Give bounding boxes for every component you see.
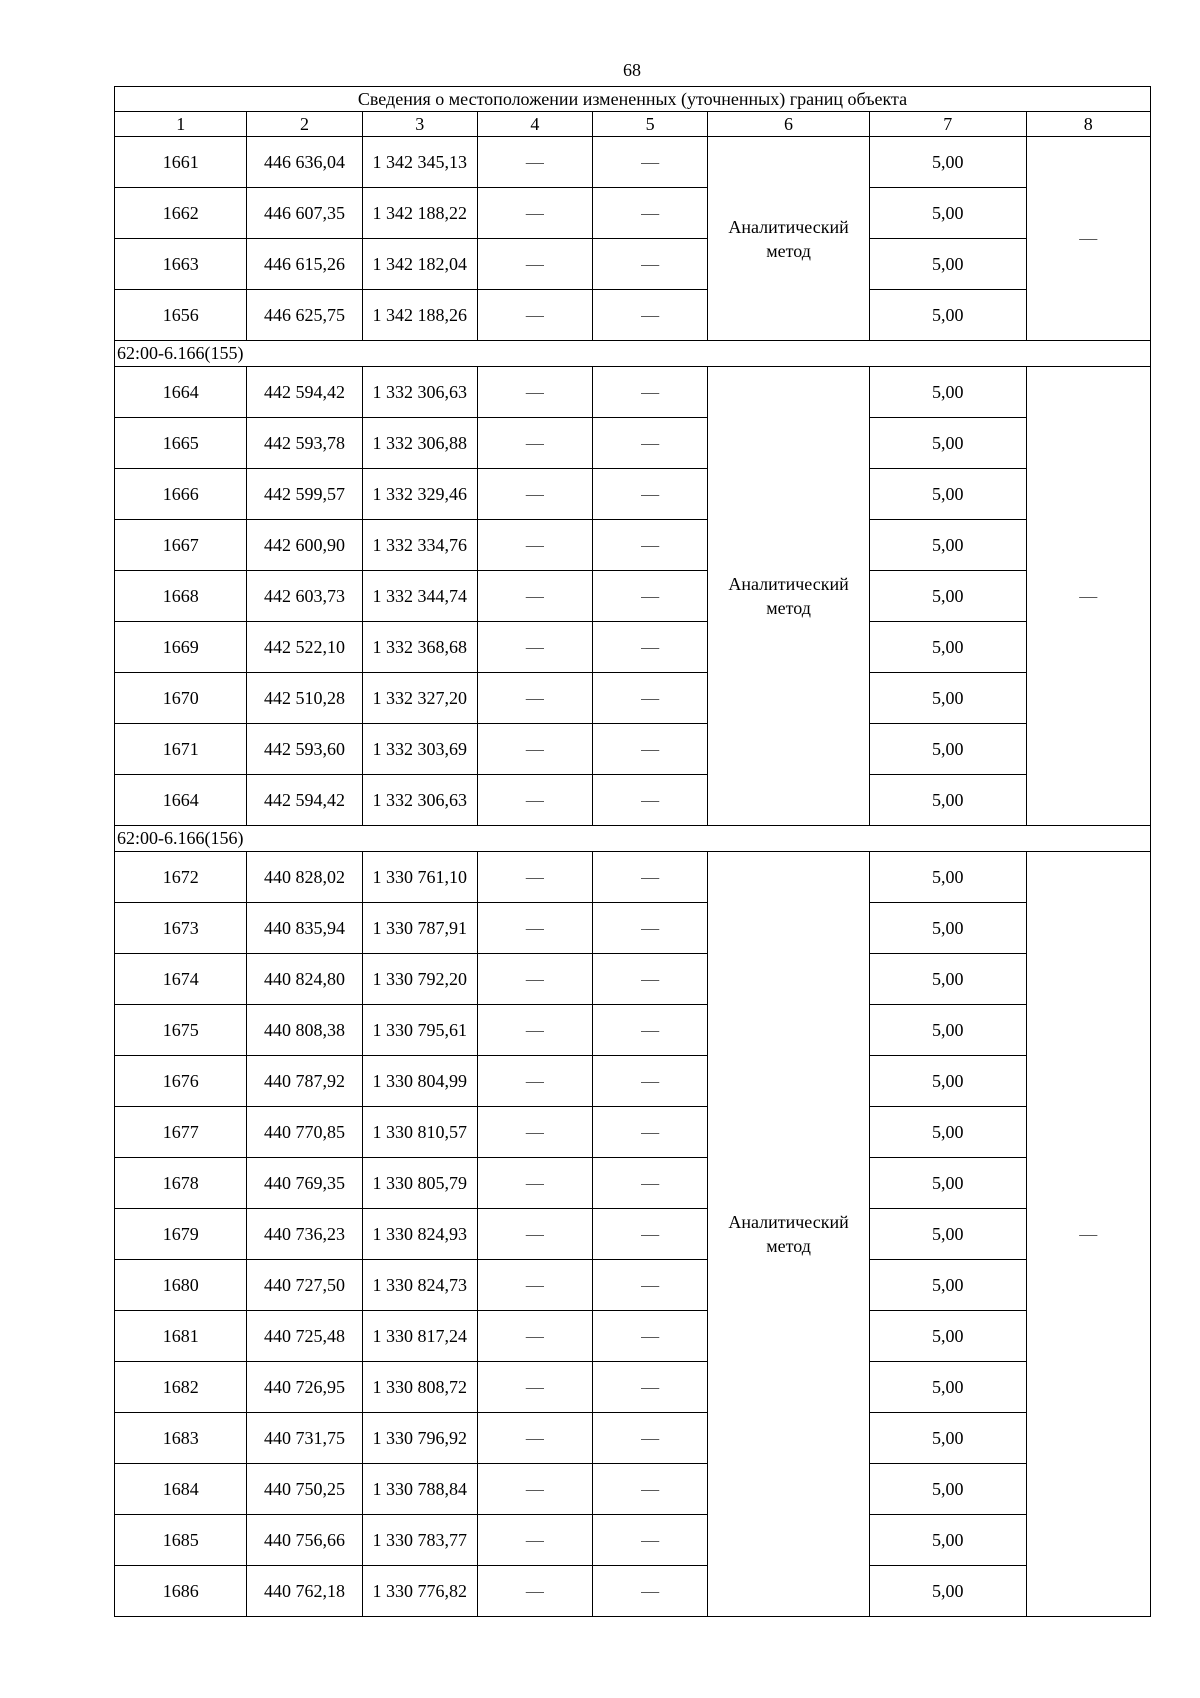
- point-number: 1684: [115, 1464, 247, 1515]
- method-cell: [708, 367, 870, 826]
- column-5-value: —: [593, 367, 708, 418]
- table-row: [115, 1566, 1151, 1617]
- page-number: 68: [623, 60, 641, 80]
- x-coordinate: 440 769,35: [247, 1158, 362, 1209]
- column-4-value: —: [477, 418, 592, 469]
- column-4-value: —: [477, 290, 592, 341]
- table-title-row: [115, 87, 1151, 112]
- y-coordinate: 1 330 787,91: [362, 903, 477, 954]
- x-coordinate: 442 522,10: [247, 622, 362, 673]
- point-number: 1683: [115, 1413, 247, 1464]
- table-row: [115, 1005, 1151, 1056]
- y-coordinate: 1 332 306,63: [362, 775, 477, 826]
- accuracy-value: 5,00: [869, 188, 1026, 239]
- x-coordinate: 442 510,28: [247, 673, 362, 724]
- y-coordinate: 1 330 788,84: [362, 1464, 477, 1515]
- y-coordinate: 1 332 334,76: [362, 520, 477, 571]
- method-line: Аналитический: [728, 1212, 849, 1232]
- accuracy-value: 5,00: [869, 903, 1026, 954]
- accuracy-value: 5,00: [869, 1005, 1026, 1056]
- column-4-value: —: [477, 1464, 592, 1515]
- column-8-value: —: [1026, 852, 1150, 1617]
- column-5-value: —: [593, 418, 708, 469]
- point-number: 1679: [115, 1209, 247, 1260]
- column-4-value: —: [477, 1362, 592, 1413]
- accuracy-value: 5,00: [869, 1311, 1026, 1362]
- table-row: [115, 1107, 1151, 1158]
- point-number: 1678: [115, 1158, 247, 1209]
- column-5-value: —: [593, 137, 708, 188]
- boundary-coordinates-table: [114, 86, 1151, 1617]
- accuracy-value: 5,00: [869, 954, 1026, 1005]
- table-title: Сведения о местоположении измененных (уточненных) границ объекта: [115, 87, 1151, 112]
- x-coordinate: 440 824,80: [247, 954, 362, 1005]
- x-coordinate: 442 599,57: [247, 469, 362, 520]
- accuracy-value: 5,00: [869, 469, 1026, 520]
- column-5-value: —: [593, 239, 708, 290]
- x-coordinate: 442 603,73: [247, 571, 362, 622]
- table-row: [115, 520, 1151, 571]
- column-number: 4: [477, 112, 592, 137]
- x-coordinate: 440 756,66: [247, 1515, 362, 1566]
- table-row: [115, 852, 1151, 903]
- x-coordinate: 440 726,95: [247, 1362, 362, 1413]
- table-row: [115, 1209, 1151, 1260]
- column-5-value: —: [593, 1056, 708, 1107]
- parcel-section-row: [115, 341, 1151, 367]
- column-4-value: —: [477, 852, 592, 903]
- y-coordinate: 1 332 344,74: [362, 571, 477, 622]
- table-row: [115, 1464, 1151, 1515]
- point-number: 1661: [115, 137, 247, 188]
- column-number: 2: [247, 112, 362, 137]
- y-coordinate: 1 330 804,99: [362, 1056, 477, 1107]
- column-5-value: —: [593, 1311, 708, 1362]
- column-number: 1: [115, 112, 247, 137]
- y-coordinate: 1 330 810,57: [362, 1107, 477, 1158]
- column-4-value: —: [477, 1311, 592, 1362]
- accuracy-value: 5,00: [869, 1464, 1026, 1515]
- x-coordinate: 440 750,25: [247, 1464, 362, 1515]
- x-coordinate: 442 594,42: [247, 775, 362, 826]
- column-4-value: —: [477, 367, 592, 418]
- point-number: 1680: [115, 1260, 247, 1311]
- x-coordinate: 442 600,90: [247, 520, 362, 571]
- method-line: метод: [766, 240, 811, 261]
- table-row: [115, 188, 1151, 239]
- column-4-value: —: [477, 954, 592, 1005]
- table-row: [115, 775, 1151, 826]
- y-coordinate: 1 330 805,79: [362, 1158, 477, 1209]
- accuracy-value: 5,00: [869, 673, 1026, 724]
- point-number: 1686: [115, 1566, 247, 1617]
- point-number: 1676: [115, 1056, 247, 1107]
- x-coordinate: 446 636,04: [247, 137, 362, 188]
- column-4-value: —: [477, 1515, 592, 1566]
- column-4-value: —: [477, 724, 592, 775]
- table-row: [115, 1158, 1151, 1209]
- column-number-row: [115, 112, 1151, 137]
- y-coordinate: 1 330 776,82: [362, 1566, 477, 1617]
- accuracy-value: 5,00: [869, 775, 1026, 826]
- table-row: [115, 622, 1151, 673]
- accuracy-value: 5,00: [869, 1566, 1026, 1617]
- column-5-value: —: [593, 1209, 708, 1260]
- x-coordinate: 440 787,92: [247, 1056, 362, 1107]
- y-coordinate: 1 330 795,61: [362, 1005, 477, 1056]
- point-number: 1664: [115, 367, 247, 418]
- point-number: 1664: [115, 775, 247, 826]
- accuracy-value: 5,00: [869, 1362, 1026, 1413]
- column-5-value: —: [593, 673, 708, 724]
- y-coordinate: 1 332 306,88: [362, 418, 477, 469]
- accuracy-value: 5,00: [869, 367, 1026, 418]
- table-row: [115, 1056, 1151, 1107]
- x-coordinate: 440 808,38: [247, 1005, 362, 1056]
- column-5-value: —: [593, 520, 708, 571]
- column-4-value: —: [477, 1413, 592, 1464]
- column-5-value: —: [593, 1005, 708, 1056]
- table-row: [115, 367, 1151, 418]
- table-row: [115, 239, 1151, 290]
- table-row: [115, 1413, 1151, 1464]
- column-5-value: —: [593, 469, 708, 520]
- y-coordinate: 1 332 306,63: [362, 367, 477, 418]
- x-coordinate: 440 770,85: [247, 1107, 362, 1158]
- point-number: 1682: [115, 1362, 247, 1413]
- point-number: 1685: [115, 1515, 247, 1566]
- column-5-value: —: [593, 1260, 708, 1311]
- point-number: 1656: [115, 290, 247, 341]
- column-4-value: —: [477, 469, 592, 520]
- accuracy-value: 5,00: [869, 622, 1026, 673]
- x-coordinate: 442 594,42: [247, 367, 362, 418]
- column-4-value: —: [477, 520, 592, 571]
- y-coordinate: 1 330 824,93: [362, 1209, 477, 1260]
- point-number: 1666: [115, 469, 247, 520]
- column-5-value: —: [593, 290, 708, 341]
- x-coordinate: 442 593,78: [247, 418, 362, 469]
- table-row: [115, 1515, 1151, 1566]
- table-row: [115, 418, 1151, 469]
- x-coordinate: 440 835,94: [247, 903, 362, 954]
- column-5-value: —: [593, 1413, 708, 1464]
- column-5-value: —: [593, 1362, 708, 1413]
- y-coordinate: 1 342 188,26: [362, 290, 477, 341]
- point-number: 1667: [115, 520, 247, 571]
- method-line: метод: [766, 1236, 811, 1256]
- accuracy-value: 5,00: [869, 1209, 1026, 1260]
- column-number: 7: [869, 112, 1026, 137]
- x-coordinate: 446 625,75: [247, 290, 362, 341]
- parcel-number: 62:00-6.166(156): [115, 826, 1151, 852]
- x-coordinate: 442 593,60: [247, 724, 362, 775]
- table-row: [115, 673, 1151, 724]
- point-number: 1677: [115, 1107, 247, 1158]
- x-coordinate: 440 727,50: [247, 1260, 362, 1311]
- y-coordinate: 1 330 796,92: [362, 1413, 477, 1464]
- y-coordinate: 1 330 783,77: [362, 1515, 477, 1566]
- x-coordinate: 440 731,75: [247, 1413, 362, 1464]
- y-coordinate: 1 330 824,73: [362, 1260, 477, 1311]
- column-5-value: —: [593, 903, 708, 954]
- x-coordinate: 446 615,26: [247, 239, 362, 290]
- table-row: [115, 137, 1151, 188]
- point-number: 1673: [115, 903, 247, 954]
- parcel-section-row: [115, 826, 1151, 852]
- column-4-value: —: [477, 1005, 592, 1056]
- column-4-value: —: [477, 622, 592, 673]
- method-line: Аналитический: [728, 574, 849, 594]
- point-number: 1669: [115, 622, 247, 673]
- column-5-value: —: [593, 1566, 708, 1617]
- column-number: 5: [593, 112, 708, 137]
- point-number: 1662: [115, 188, 247, 239]
- parcel-number: 62:00-6.166(155): [115, 341, 1151, 367]
- accuracy-value: 5,00: [869, 852, 1026, 903]
- column-5-value: —: [593, 724, 708, 775]
- column-4-value: —: [477, 1209, 592, 1260]
- point-number: 1671: [115, 724, 247, 775]
- column-4-value: —: [477, 137, 592, 188]
- y-coordinate: 1 342 188,22: [362, 188, 477, 239]
- column-4-value: —: [477, 775, 592, 826]
- column-5-value: —: [593, 622, 708, 673]
- x-coordinate: 446 607,35: [247, 188, 362, 239]
- column-5-value: —: [593, 954, 708, 1005]
- column-number: 8: [1026, 112, 1150, 137]
- column-number: 6: [708, 112, 870, 137]
- y-coordinate: 1 342 182,04: [362, 239, 477, 290]
- accuracy-value: 5,00: [869, 520, 1026, 571]
- method-cell: [708, 852, 870, 1617]
- accuracy-value: 5,00: [869, 1515, 1026, 1566]
- point-number: 1668: [115, 571, 247, 622]
- column-5-value: —: [593, 1515, 708, 1566]
- x-coordinate: 440 736,23: [247, 1209, 362, 1260]
- column-5-value: —: [593, 1158, 708, 1209]
- point-number: 1663: [115, 239, 247, 290]
- method-line: метод: [766, 598, 811, 618]
- table-row: [115, 290, 1151, 341]
- column-5-value: —: [593, 188, 708, 239]
- y-coordinate: 1 330 808,72: [362, 1362, 477, 1413]
- column-number: 3: [362, 112, 477, 137]
- column-5-value: —: [593, 852, 708, 903]
- point-number: 1665: [115, 418, 247, 469]
- accuracy-value: 5,00: [869, 1158, 1026, 1209]
- accuracy-value: 5,00: [869, 290, 1026, 341]
- accuracy-value: 5,00: [869, 418, 1026, 469]
- column-4-value: —: [477, 673, 592, 724]
- column-4-value: —: [477, 1056, 592, 1107]
- point-number: 1675: [115, 1005, 247, 1056]
- column-8-value: —: [1026, 137, 1150, 341]
- y-coordinate: 1 330 761,10: [362, 852, 477, 903]
- accuracy-value: 5,00: [869, 571, 1026, 622]
- point-number: 1670: [115, 673, 247, 724]
- column-5-value: —: [593, 1464, 708, 1515]
- column-4-value: —: [477, 571, 592, 622]
- column-5-value: —: [593, 571, 708, 622]
- y-coordinate: 1 330 792,20: [362, 954, 477, 1005]
- accuracy-value: 5,00: [869, 239, 1026, 290]
- accuracy-value: 5,00: [869, 1056, 1026, 1107]
- table-row: [115, 571, 1151, 622]
- accuracy-value: 5,00: [869, 1413, 1026, 1464]
- column-4-value: —: [477, 1107, 592, 1158]
- table-row: [115, 1260, 1151, 1311]
- y-coordinate: 1 332 303,69: [362, 724, 477, 775]
- y-coordinate: 1 342 345,13: [362, 137, 477, 188]
- column-4-value: —: [477, 188, 592, 239]
- point-number: 1681: [115, 1311, 247, 1362]
- column-4-value: —: [477, 239, 592, 290]
- accuracy-value: 5,00: [869, 1107, 1026, 1158]
- y-coordinate: 1 332 368,68: [362, 622, 477, 673]
- table-row: [115, 724, 1151, 775]
- y-coordinate: 1 330 817,24: [362, 1311, 477, 1362]
- table-row: [115, 1362, 1151, 1413]
- column-4-value: —: [477, 1260, 592, 1311]
- point-number: 1674: [115, 954, 247, 1005]
- table-row: [115, 903, 1151, 954]
- point-number: 1672: [115, 852, 247, 903]
- y-coordinate: 1 332 329,46: [362, 469, 477, 520]
- y-coordinate: 1 332 327,20: [362, 673, 477, 724]
- column-5-value: —: [593, 1107, 708, 1158]
- column-4-value: —: [477, 1566, 592, 1617]
- x-coordinate: 440 725,48: [247, 1311, 362, 1362]
- table-row: [115, 1311, 1151, 1362]
- column-4-value: —: [477, 1158, 592, 1209]
- method-cell: [708, 137, 870, 341]
- table-row: [115, 469, 1151, 520]
- method-line: Аналитический: [728, 216, 849, 237]
- table-row: [115, 954, 1151, 1005]
- column-4-value: —: [477, 903, 592, 954]
- accuracy-value: 5,00: [869, 1260, 1026, 1311]
- x-coordinate: 440 762,18: [247, 1566, 362, 1617]
- x-coordinate: 440 828,02: [247, 852, 362, 903]
- column-5-value: —: [593, 775, 708, 826]
- column-8-value: —: [1026, 367, 1150, 826]
- accuracy-value: 5,00: [869, 137, 1026, 188]
- accuracy-value: 5,00: [869, 724, 1026, 775]
